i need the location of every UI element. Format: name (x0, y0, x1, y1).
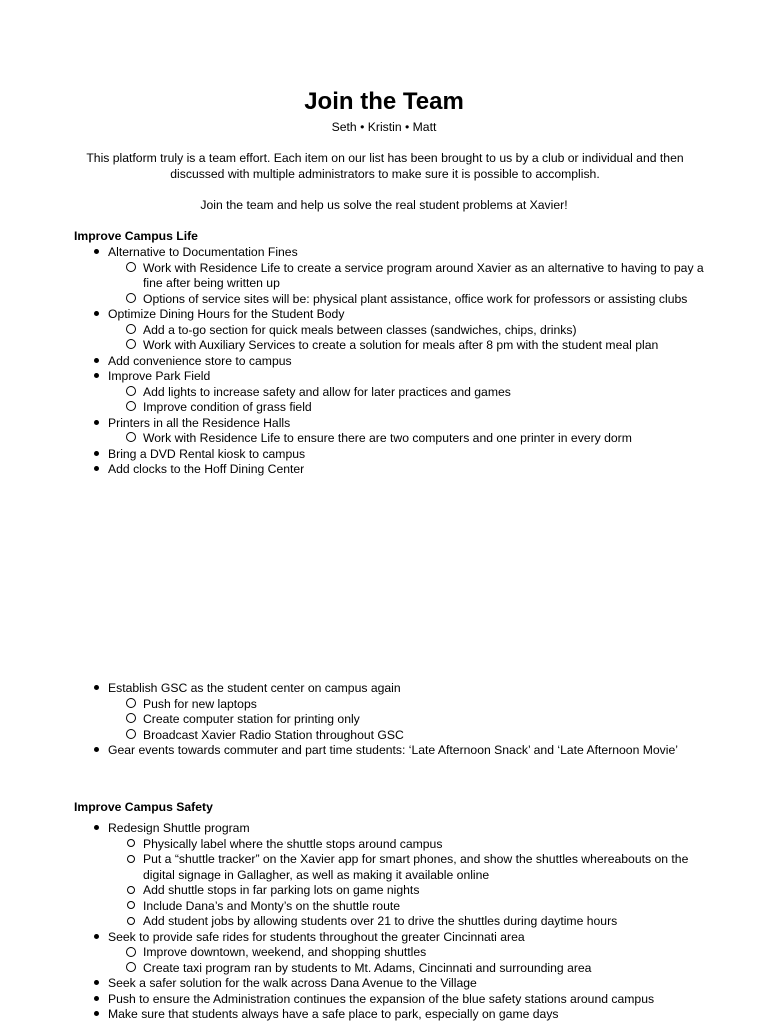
sub-list-item (143, 400, 708, 416)
list-item-text: Bring a DVD Rental kiosk to campus (108, 446, 306, 461)
hollow-bullet-icon (125, 712, 137, 728)
bullet-icon (91, 992, 101, 1008)
list-item-text: Make sure that students always have a safe place to park, especially on game days (108, 1007, 559, 1021)
list-item-text: Push to ensure the Administration continues the expansion of the blue safety stations around campus (108, 991, 655, 1006)
bullet-icon (91, 681, 101, 697)
list-item-text: Alternative to Documentation Fines (108, 245, 298, 259)
list-item (108, 821, 708, 930)
hollow-bullet-icon (125, 400, 137, 416)
list-item (108, 930, 708, 977)
list-item (108, 976, 708, 992)
campus-life-list (108, 245, 708, 478)
bullet-icon (91, 1007, 101, 1023)
sub-list-item (143, 914, 708, 930)
bullet-icon (91, 369, 101, 385)
sub-list-item (143, 338, 708, 354)
sub-list-item-text: Add lights to increase safety and allow for later practices and games (143, 384, 511, 399)
sub-list-item (143, 837, 708, 853)
list-item-text: Add clocks to the Hoff Dining Center (108, 462, 305, 476)
sub-list-item (143, 852, 708, 883)
bullet-icon (91, 743, 101, 759)
bullet-icon (91, 245, 101, 261)
list-item-text: Optimize Dining Hours for the Student Body (108, 307, 345, 321)
sub-list-item (143, 697, 708, 713)
hollow-bullet-icon (125, 385, 137, 401)
sub-list-item (143, 883, 708, 899)
sub-list-item-text: Create computer station for printing only (143, 712, 360, 726)
list-item (108, 369, 708, 416)
sub-list-item (143, 292, 708, 308)
join-paragraph: Join the team and help us solve the real student problems at Xavier! (200, 198, 568, 212)
list-item (108, 992, 708, 1008)
list-item (108, 681, 708, 743)
list-item-text: Redesign Shuttle program (108, 821, 250, 835)
sub-list (143, 261, 708, 308)
sub-list-item (143, 945, 708, 961)
sub-list-item-text: Include Dana’s and Monty’s on the shuttle route (143, 898, 401, 913)
campus-life-heading: Improve Campus Life (74, 229, 198, 243)
bullet-icon (91, 447, 101, 463)
sub-list (143, 323, 708, 354)
bullet-icon (91, 354, 101, 370)
list-item (108, 743, 708, 759)
sub-list-item-text: Improve downtown, weekend, and shopping shuttles (143, 945, 427, 959)
intro-paragraph: This platform truly is a team effort. Each item on our list has been brought to us by a club or individual and then discussed with multiple administrators to make sure it is possible to accomplish. (86, 151, 684, 181)
sub-list-item (143, 431, 708, 447)
sub-list-item-text: Improve condition of grass field (143, 400, 312, 414)
hollow-bullet-icon (125, 899, 137, 915)
sub-list-item-text: Put a “shuttle tracker” on the Xavier app for smart phones, and show the shuttles whereabouts on the digital signage in Gallagher, as well as making it available online (143, 852, 689, 882)
campus-safety-heading: Improve Campus Safety (74, 800, 213, 814)
hollow-bullet-icon (125, 697, 137, 713)
hollow-bullet-icon (125, 837, 137, 853)
bullet-icon (91, 416, 101, 432)
list-item-text: Seek a safer solution for the walk across Dana Avenue to the Village (108, 976, 477, 990)
sub-list-item-text: Add student jobs by allowing students over 21 to drive the shuttles during daytime hours (143, 914, 618, 928)
list-item (108, 447, 708, 463)
sub-list (143, 837, 708, 930)
sub-list-item-text: Work with Auxiliary Services to create a solution for meals after 8 pm with the student meal plan (143, 338, 659, 352)
sub-list-item (143, 261, 708, 292)
list-item (108, 245, 708, 307)
hollow-bullet-icon (125, 431, 137, 447)
list-item-text: Improve Park Field (108, 369, 211, 383)
page-title: Join the Team (304, 88, 464, 115)
bullet-icon (91, 821, 101, 837)
sub-list-item-text: Work with Residence Life to ensure there are two computers and one printer in every dorm (143, 431, 632, 445)
sub-list-item-text: Work with Residence Life to create a service program around Xavier as an alternative to having to pay a fine after being written up (143, 260, 704, 290)
hollow-bullet-icon (125, 323, 137, 339)
hollow-bullet-icon (125, 852, 137, 868)
list-item-text: Establish GSC as the student center on campus again (108, 681, 401, 695)
hollow-bullet-icon (125, 914, 137, 930)
hollow-bullet-icon (125, 961, 137, 977)
hollow-bullet-icon (125, 338, 137, 354)
sub-list-item (143, 323, 708, 339)
list-item (108, 1007, 708, 1023)
list-item (108, 307, 708, 354)
list-item-text: Gear events towards commuter and part time students: ‘Late Afternoon Snack’ and ‘Late Afternoon Movie’ (108, 743, 678, 757)
list-item (108, 416, 708, 447)
list-item (108, 354, 708, 370)
sub-list-item (143, 728, 708, 744)
list-item-text: Add convenience store to campus (108, 353, 292, 368)
hollow-bullet-icon (125, 292, 137, 308)
hollow-bullet-icon (125, 883, 137, 899)
sub-list-item (143, 961, 708, 977)
sub-list (143, 945, 708, 976)
bullet-icon (91, 462, 101, 478)
sub-list-item-text: Options of service sites will be: physical plant assistance, office work for professors or assisting clubs (143, 291, 688, 306)
sub-list-item-text: Add a to-go section for quick meals between classes (sandwiches, chips, drinks) (143, 322, 577, 337)
hollow-bullet-icon (125, 261, 137, 277)
campus-life-list-continued (108, 681, 708, 759)
sub-list-item (143, 712, 708, 728)
sub-list-item-text: Add shuttle stops in far parking lots on game nights (143, 883, 420, 897)
sub-list (143, 385, 708, 416)
sub-list-item (143, 899, 708, 915)
hollow-bullet-icon (125, 728, 137, 744)
bullet-icon (91, 930, 101, 946)
campus-safety-list (108, 821, 708, 1023)
authors-line: Seth • Kristin • Matt (331, 120, 437, 134)
sub-list-item-text: Create taxi program ran by students to Mt. Adams, Cincinnati and surrounding area (143, 960, 592, 975)
sub-list-item (143, 385, 708, 401)
bullet-icon (91, 307, 101, 323)
sub-list-item-text: Broadcast Xavier Radio Station throughout GSC (143, 727, 404, 742)
list-item-text: Seek to provide safe rides for students throughout the greater Cincinnati area (108, 929, 525, 944)
list-item (108, 462, 708, 478)
sub-list-item-text: Physically label where the shuttle stops around campus (143, 836, 443, 851)
sub-list (143, 431, 708, 447)
sub-list (143, 697, 708, 744)
sub-list-item-text: Push for new laptops (143, 696, 257, 711)
list-item-text: Printers in all the Residence Halls (108, 415, 291, 430)
hollow-bullet-icon (125, 945, 137, 961)
bullet-icon (91, 976, 101, 992)
